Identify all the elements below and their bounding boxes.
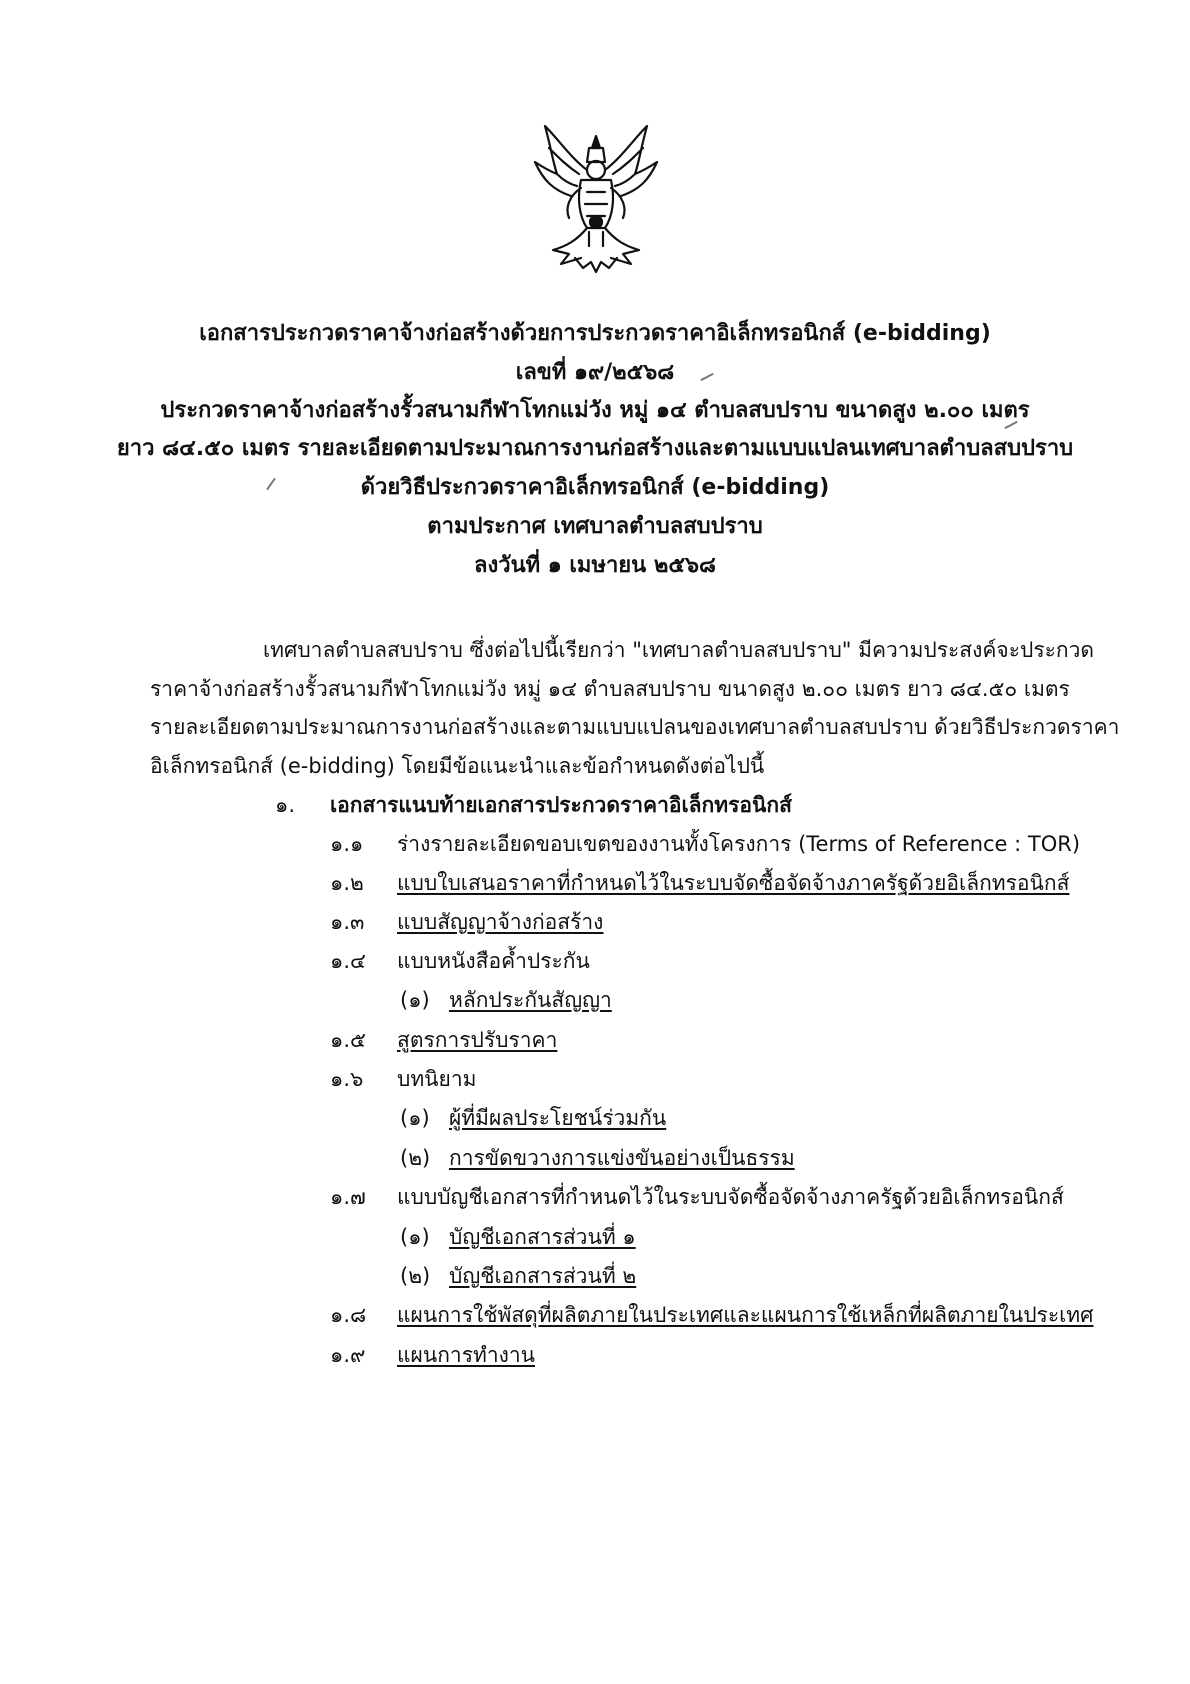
intro-line-1: เทศบาลตำบลสบปราบ ซึ่งต่อไปนี้เรียกว่า "เทศบาลตำบลสบปราบ" มีความประสงค์จะประกวด — [263, 638, 1095, 662]
subitem-unfair-competition-link[interactable]: การขัดขวางการแข่งขันอย่างเป็นธรรม — [449, 1146, 795, 1170]
item-number: ๑.๕ — [330, 1028, 366, 1052]
item-bid-form-link[interactable]: แบบใบเสนอราคาที่กำหนดไว้ในระบบจัดซื้อจัดจ้างภาครัฐด้วยอิเล็กทรอนิกส์ — [397, 871, 1070, 895]
item-number: ๑.๘ — [330, 1303, 367, 1327]
item-number: ๑.๑ — [330, 832, 364, 856]
item-guarantee-letter: แบบหนังสือค้ำประกัน — [397, 949, 590, 973]
item-number: ๑.๙ — [330, 1343, 366, 1367]
item-price-adjustment-link[interactable]: สูตรการปรับราคา — [397, 1028, 558, 1052]
subject-line-2: ยาว ๘๔.๕๐ เมตร รายละเอียดตามประมาณการงานก่อสร้างและตามแบบแปลนเทศบาลตำบลสบปราบ — [116, 436, 1074, 461]
subitem-document-part-2-link[interactable]: บัญชีเอกสารส่วนที่ ๒ — [449, 1264, 637, 1288]
item-definitions: บทนิยาม — [397, 1067, 477, 1091]
document-number: เลขที่ ๑๙/๒๕๖๘ — [515, 360, 675, 385]
item-work-plan-link[interactable]: แผนการทำงาน — [397, 1343, 536, 1367]
intro-line-4: อิเล็กทรอนิกส์ (e-bidding) โดยมีข้อแนะนำและข้อกำหนดดังต่อไปนี้ — [150, 754, 765, 778]
subject-line-1: ประกวดราคาจ้างก่อสร้างรั้วสนามกีฬาโทกแม่วัง หมู่ ๑๔ ตำบลสบปราบ ขนาดสูง ๒.๐๐ เมตร — [160, 398, 1030, 423]
section-number: ๑. — [275, 793, 296, 817]
intro-line-2: ราคาจ้างก่อสร้างรั้วสนามกีฬาโทกแม่วัง หมู่ ๑๔ ตำบลสบปราบ ขนาดสูง ๒.๐๐ เมตร ยาว ๘๔.๕๐ เมตร — [150, 677, 1070, 701]
item-number: ๑.๓ — [330, 910, 365, 934]
document-title: เอกสารประกวดราคาจ้างก่อสร้างด้วยการประกวดราคาอิเล็กทรอนิกส์ (e-bidding) — [199, 321, 991, 346]
subitem-number: (๒) — [400, 1264, 431, 1288]
item-domestic-materials-plan-link[interactable]: แผนการใช้พัสดุที่ผลิตภายในประเทศและแผนการใช้เหล็กที่ผลิตภายในประเทศ — [397, 1303, 1094, 1327]
subitem-contract-security-link[interactable]: หลักประกันสัญญา — [449, 988, 612, 1012]
intro-line-3: รายละเอียดตามประมาณการงานก่อสร้างและตามแบบแปลนของเทศบาลตำบลสบปราบ ด้วยวิธีประกวดราคา — [150, 715, 1120, 739]
item-number: ๑.๔ — [330, 949, 366, 973]
item-number: ๑.๖ — [330, 1067, 364, 1091]
subitem-number: (๒) — [400, 1146, 431, 1170]
garuda-emblem-icon — [531, 118, 661, 278]
section-title: เอกสารแนบท้ายเอกสารประกวดราคาอิเล็กทรอนิกส์ — [330, 793, 792, 817]
subitem-joint-interest-link[interactable]: ผู้ที่มีผลประโยชน์ร่วมกัน — [449, 1106, 667, 1130]
subject-line-3: ด้วยวิธีประกวดราคาอิเล็กทรอนิกส์ (e-bidding) — [360, 475, 830, 500]
announcement-line: ตามประกาศ เทศบาลตำบลสบปราบ — [427, 514, 763, 539]
subitem-number: (๑) — [400, 988, 430, 1012]
item-contract-form-link[interactable]: แบบสัญญาจ้างก่อสร้าง — [397, 910, 604, 934]
subitem-document-part-1-link[interactable]: บัญชีเอกสารส่วนที่ ๑ — [449, 1225, 636, 1249]
subitem-number: (๑) — [400, 1225, 430, 1249]
item-number: ๑.๒ — [330, 871, 364, 895]
announcement-date: ลงวันที่ ๑ เมษายน ๒๕๖๘ — [474, 553, 716, 578]
item-document-list: แบบบัญชีเอกสารที่กำหนดไว้ในระบบจัดซื้อจัดจ้างภาครัฐด้วยอิเล็กทรอนิกส์ — [397, 1185, 1064, 1209]
item-number: ๑.๗ — [330, 1185, 366, 1209]
subitem-number: (๑) — [400, 1106, 430, 1130]
item-tor: ร่างรายละเอียดขอบเขตของงานทั้งโครงการ (Terms of Reference : TOR) — [397, 832, 1081, 856]
